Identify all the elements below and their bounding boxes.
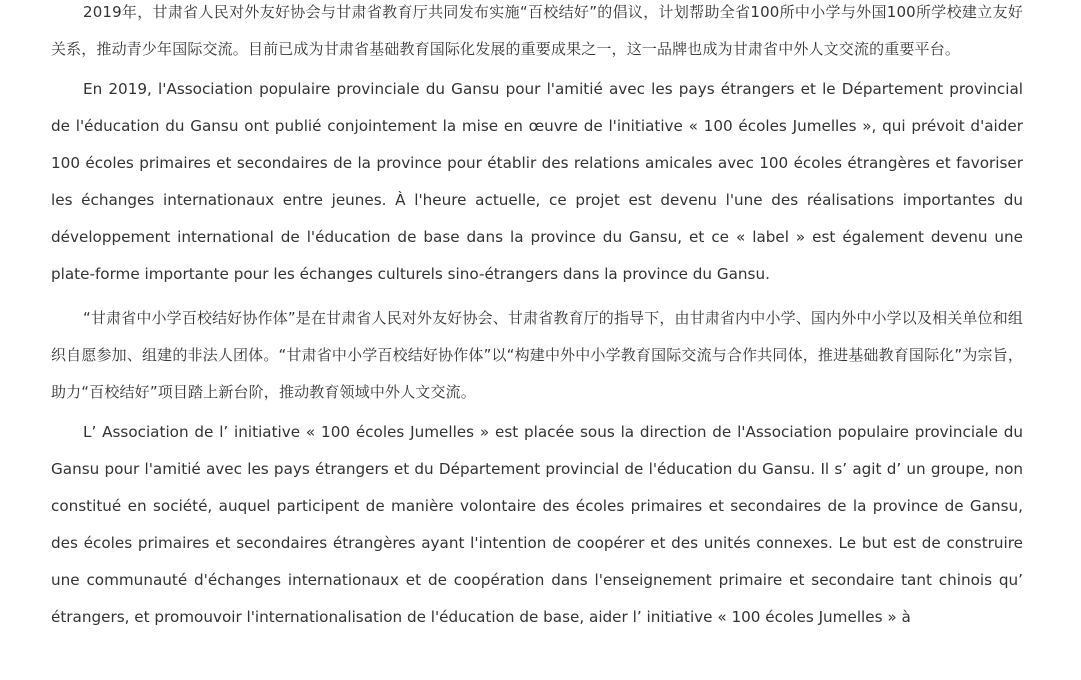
paragraph-zh-2: “甘肃省中小学百校结好协作体”是在甘肃省人民对外友好协会、甘肃省教育厅的指导下，由甘肃省内中小学、国内外中小学以及相关单位和组织自愿参加、组建的非法人团体。“甘肃省中小学百校结好协作体”以“构建中外中小学教育国际交流与合作共同体，推进基础教育国际化”为宗旨，助力“百校结好”项目踏上新台阶，推动教育领域中外人文交流。 [51,309,1023,401]
paragraph-zh-1: 2019年，甘肃省人民对外友好协会与甘肃省教育厅共同发布实施“百校结好”的倡议，计划帮助全省100所中小学与外国100所学校建立友好关系，推动青少年国际交流。目前已成为甘肃省基础教育国际化发展的重要成果之一，这一品牌也成为甘肃省中外人文交流的重要平台。 [51,3,1023,58]
article-body [51,0,1023,636]
paragraph-fr-2: L’ Association de l’ initiative « 100 écoles Jumelles » est placée sous la direction de l'Association populaire provinciale du Gansu pour l'amitié avec les pays étrangers et du Département provincial de l'éducation du Gansu. Il s’ agit d’ un groupe, non constitué en société, auquel participent de manière volontaire des écoles primaires et secondaires de la province de Gansu, des écoles primaires et secondaires étrangères ayant l'intention de coopérer et des unités connexes. Le but est de construire une communauté d'échanges internationaux et de coopération dans l'enseignement primaire et secondaire tant chinois qu’ étrangers, et promouvoir l'internationalisation de l'éducation de base, aider l’ initiative « 100 écoles Jumelles » à [51,423,1023,626]
paragraph-fr-1: En 2019, l'Association populaire provinciale du Gansu pour l'amitié avec les pays étrangers et le Département provincial de l'éducation du Gansu ont publié conjointement la mise en œuvre de l'initiative « 100 écoles Jumelles », qui prévoit d'aider 100 écoles primaires et secondaires de la province pour établir des relations amicales avec 100 écoles étrangères et favoriser les échanges internationaux entre jeunes. À l'heure actuelle, ce projet est devenu l'une des réalisations importantes du développement international de l'éducation de base dans la province du Gansu, et ce « label » est également devenu une plate-forme importante pour les échanges culturels sino-étrangers dans la province du Gansu. [51,80,1023,283]
